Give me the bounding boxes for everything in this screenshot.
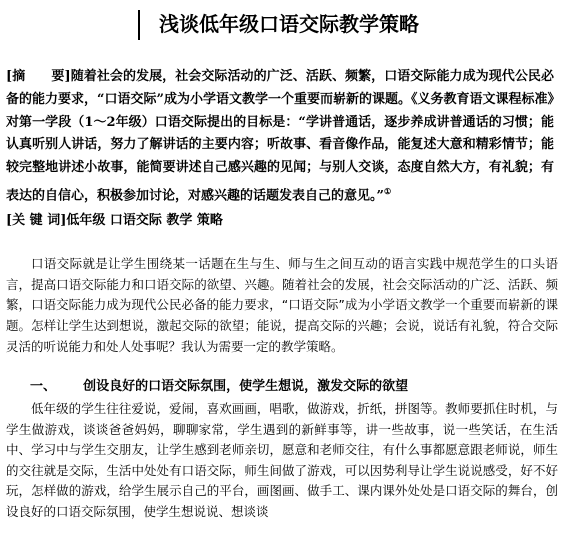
section-heading [30,377,550,397]
section-heading-text: 创设良好的口语交际氛围，使学生想说，激发交际的欲望 [83,379,409,394]
document-title: 浅谈低年级口语交际教学策略 [159,12,419,36]
section-paragraph: 低年级的学生往往爱说，爱闹，喜欢画画，唱歌，做游戏，折纸，拼图等。教师要抓住时机，与学生做游戏，谈谈爸爸妈妈，聊聊家常，学生遇到的新鲜事等，讲一些故事，说一些笑话，在生活中、学习中与学生交朋友，让学生感到老师亲切，愿意和老师交往，有什么事都愿意跟老师说，师生的交往就是交际，生活中处处有口语交际，师生间做了游戏，可以因势利导让学生说说感受，好不好玩，怎样做的游戏，给学生展示自己的平台，画图画、做手工、课内课外处处是口语交际的舞台，创设良好的口语交际氛围，使学生想说说、想谈谈 [6,401,558,519]
abstract-paragraph [6,66,554,208]
intro-section [6,254,558,358]
section-number: 一、 [30,379,57,394]
footnote-marker: ① [383,185,392,196]
keywords-label: [关 键 词] [6,213,67,228]
keywords-text: 低年级 口语交际 教学 策略 [66,213,223,228]
abstract-label: [摘 要] [6,69,71,84]
intro-paragraph: 口语交际就是让学生围绕某一话题在生与生、师与生之间互动的语言实践中规范学生的口头语言，提高口语交际能力和口语交际的欲望、兴趣。随着社会的发展，社会交际活动的广泛、活跃、频繁，口语交际能力成为现代公民必备的能力要求，“口语交际”成为小学语文教学一个重要而崭新的课题。怎样让学生达到想说，激起交际的欲望；能说，提高交际的兴趣；会说，说话有礼貌，符合交际灵活的听说能力和处人处事呢？我认为需要一定的教学策略。 [6,256,558,354]
abstract-text: 随着社会的发展，社会交际活动的广泛、活跃、频繁，口语交际能力成为现代公民必备的能力要求，“口语交际”成为小学语文教学一个重要而崭新的课题。《义务教育语文课程标准》对第一学段（1～2年级）口语交际提出的目标是：“学讲普通话，逐步养成讲普通话的习惯；能认真听别人讲话，努力了解讲话的主要内容；听故事、看音像作品，能复述大意和精彩情节；能较完整地讲述小故事，能简要讲述自己感兴趣的见闻；与别人交谈，态度自然大方，有礼貌；有表达的自信心，积极参加讨论，对感兴趣的话题发表自己的意见。” [6,69,554,204]
keywords-line [6,210,554,232]
section-body [6,399,558,523]
